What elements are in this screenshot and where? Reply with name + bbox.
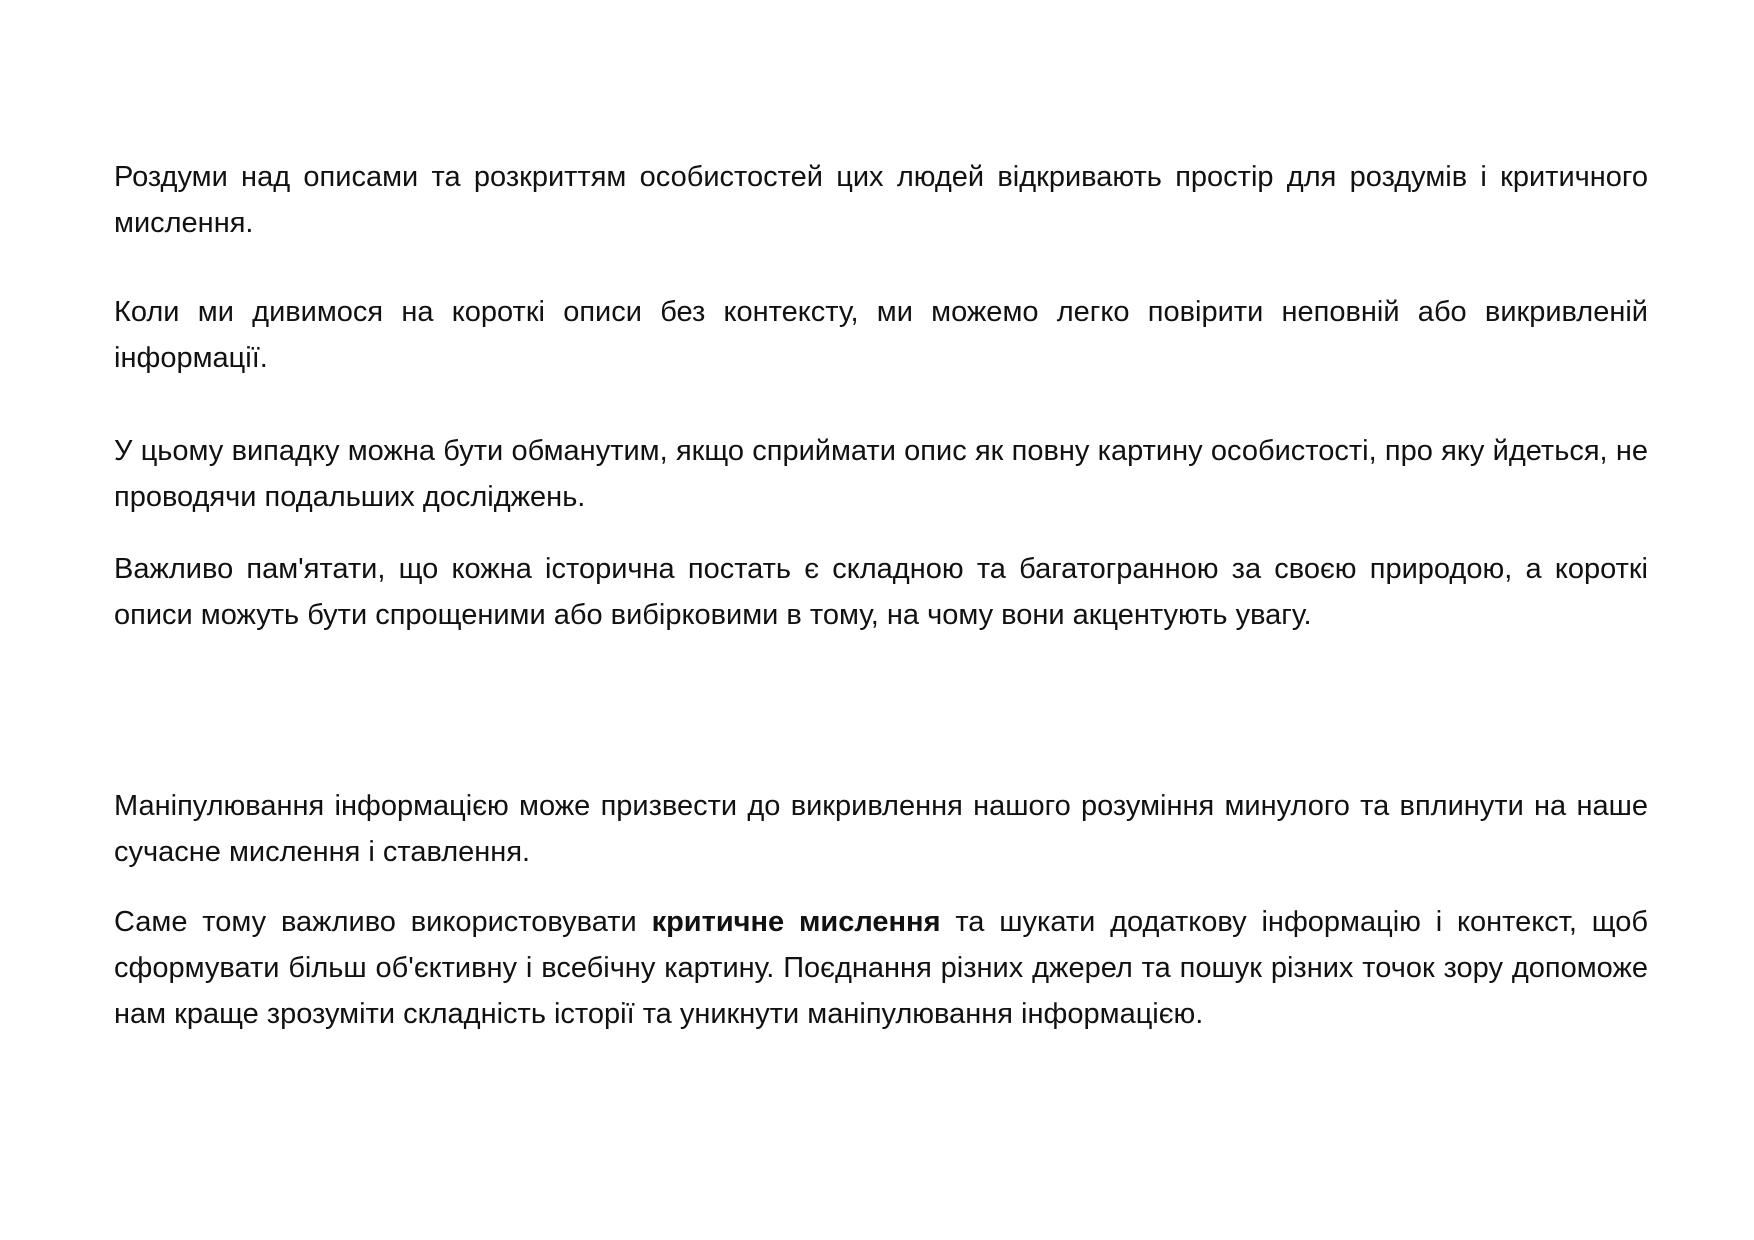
paragraph-historical-figure [114, 546, 1648, 638]
paragraph-text: Маніпулювання інформацією може призвести до викривлення нашого розуміння минулого та вплинути на наше сучасне мислення і ставлення. [114, 790, 1648, 868]
paragraph-deception [114, 428, 1648, 520]
paragraph-text: Коли ми дивимося на короткі описи без контексту, ми можемо легко повірити неповній або викривленій інформації. [114, 296, 1648, 374]
paragraph-text: Роздуми над описами та розкриттям особистостей цих людей відкривають простір для роздумів і критичного мислення. [114, 161, 1648, 239]
paragraph-context [114, 289, 1648, 381]
paragraph-critical-thinking [114, 899, 1648, 1037]
paragraph-text [114, 899, 1648, 1037]
paragraph-reflection [114, 154, 1648, 246]
paragraph-text: У цьому випадку можна бути обманутим, якщо сприймати опис як повну картину особистості, про яку йдеться, не проводячи подальших досліджень. [114, 435, 1648, 513]
text-after-bold: та шукати додаткову інформацію і контекст, щоб сформувати більш об'єктивну і всебічну картину. Поєднання різних джерел та пошук різних точок зору допоможе нам краще зрозуміти складність історії та уникнути маніпулювання інформацією. [114, 906, 1649, 1030]
bold-phrase-critical-thinking: критичне мислення [651, 906, 941, 938]
paragraph-manipulation [114, 783, 1648, 875]
text-before-bold: Саме тому важливо використовувати [114, 906, 652, 938]
paragraph-text: Важливо пам'ятати, що кожна історична постать є складною та багатогранною за своєю природою, а короткі описи можуть бути спрощеними або вибірковими в тому, на чому вони акцентують увагу. [114, 553, 1648, 631]
